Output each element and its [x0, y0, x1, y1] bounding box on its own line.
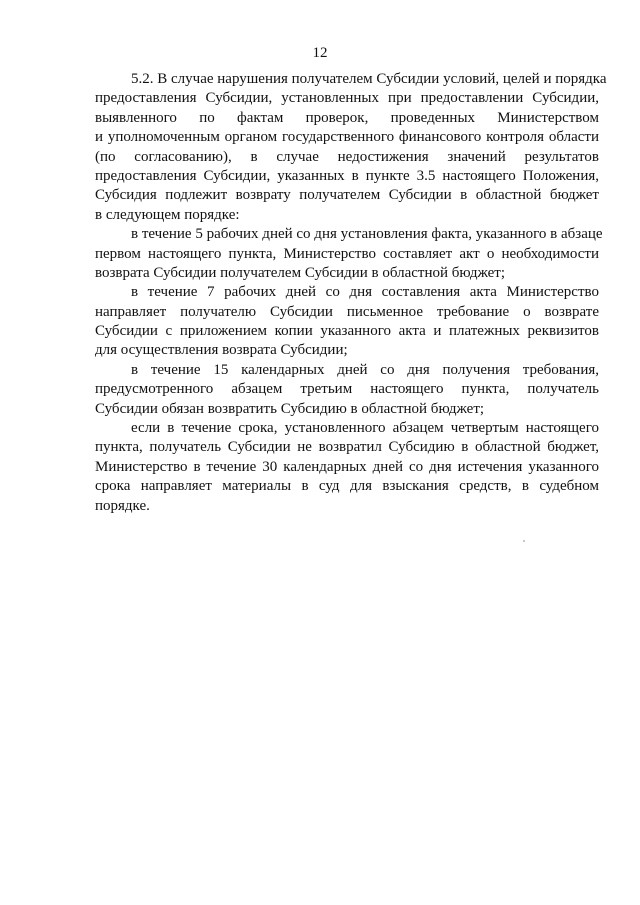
- paragraph-7-days: [95, 283, 599, 361]
- document-body: [95, 70, 607, 516]
- text-line: в течение 15 календарных дней со дня получения требования,: [131, 361, 599, 378]
- paragraph-5-2: [95, 70, 607, 225]
- text-line: для осуществления возврата Субсидии;: [95, 342, 348, 359]
- text-line: 5.2. В случае нарушения получателем Субсидии условий, целей и порядка: [131, 71, 607, 87]
- paragraph-court: [95, 419, 599, 516]
- paragraph-5-days: [95, 225, 603, 283]
- text-line: (по согласованию), в случае недостижения значений результатов: [95, 148, 599, 165]
- page-number: 12: [312, 45, 328, 61]
- text-line: и уполномоченным органом государственного финансового контроля области: [95, 129, 599, 146]
- text-line: если в течение срока, установленного абзацем четвертым настоящего: [131, 420, 599, 437]
- text-line: пункта, получатель Субсидии не возвратил Субсидию в областной бюджет,: [95, 439, 599, 456]
- text-line: предоставления Субсидии, установленных при предоставлении Субсидии,: [95, 90, 599, 107]
- text-line: в следующем порядке:: [95, 206, 240, 223]
- text-line: в течение 7 рабочих дней со дня составления акта Министерство: [131, 284, 599, 301]
- text-line: возврата Субсидии получателем Субсидии в областной бюджет;: [95, 264, 506, 281]
- scan-speck: [523, 540, 525, 542]
- text-line: в течение 5 рабочих дней со дня установления факта, указанного в абзаце: [131, 226, 603, 243]
- paragraph-15-days: [95, 361, 599, 419]
- text-line: Министерство в течение 30 календарных дней со дня истечения указанного: [95, 458, 599, 475]
- text-line: срока направляет материалы в суд для взыскания средств, в судебном: [95, 478, 599, 495]
- text-line: предоставления Субсидии, указанных в пункте 3.5 настоящего Положения,: [95, 167, 599, 184]
- text-line: Субсидии обязан возвратить Субсидию в областной бюджет;: [95, 400, 485, 417]
- text-line: порядке.: [95, 497, 150, 514]
- text-line: Субсидия подлежит возврату получателем Субсидии в областной бюджет: [95, 187, 599, 204]
- text-line: предусмотренного абзацем третьим настоящего пункта, получатель: [95, 381, 599, 398]
- text-line: выявленного по фактам проверок, проведенных Министерством: [95, 109, 599, 126]
- text-line: первом настоящего пункта, Министерство составляет акт о необходимости: [95, 245, 599, 262]
- text-line: Субсидии с приложением копии указанного акта и платежных реквизитов: [95, 323, 599, 340]
- text-line: направляет получателю Субсидии письменное требование о возврате: [95, 303, 599, 320]
